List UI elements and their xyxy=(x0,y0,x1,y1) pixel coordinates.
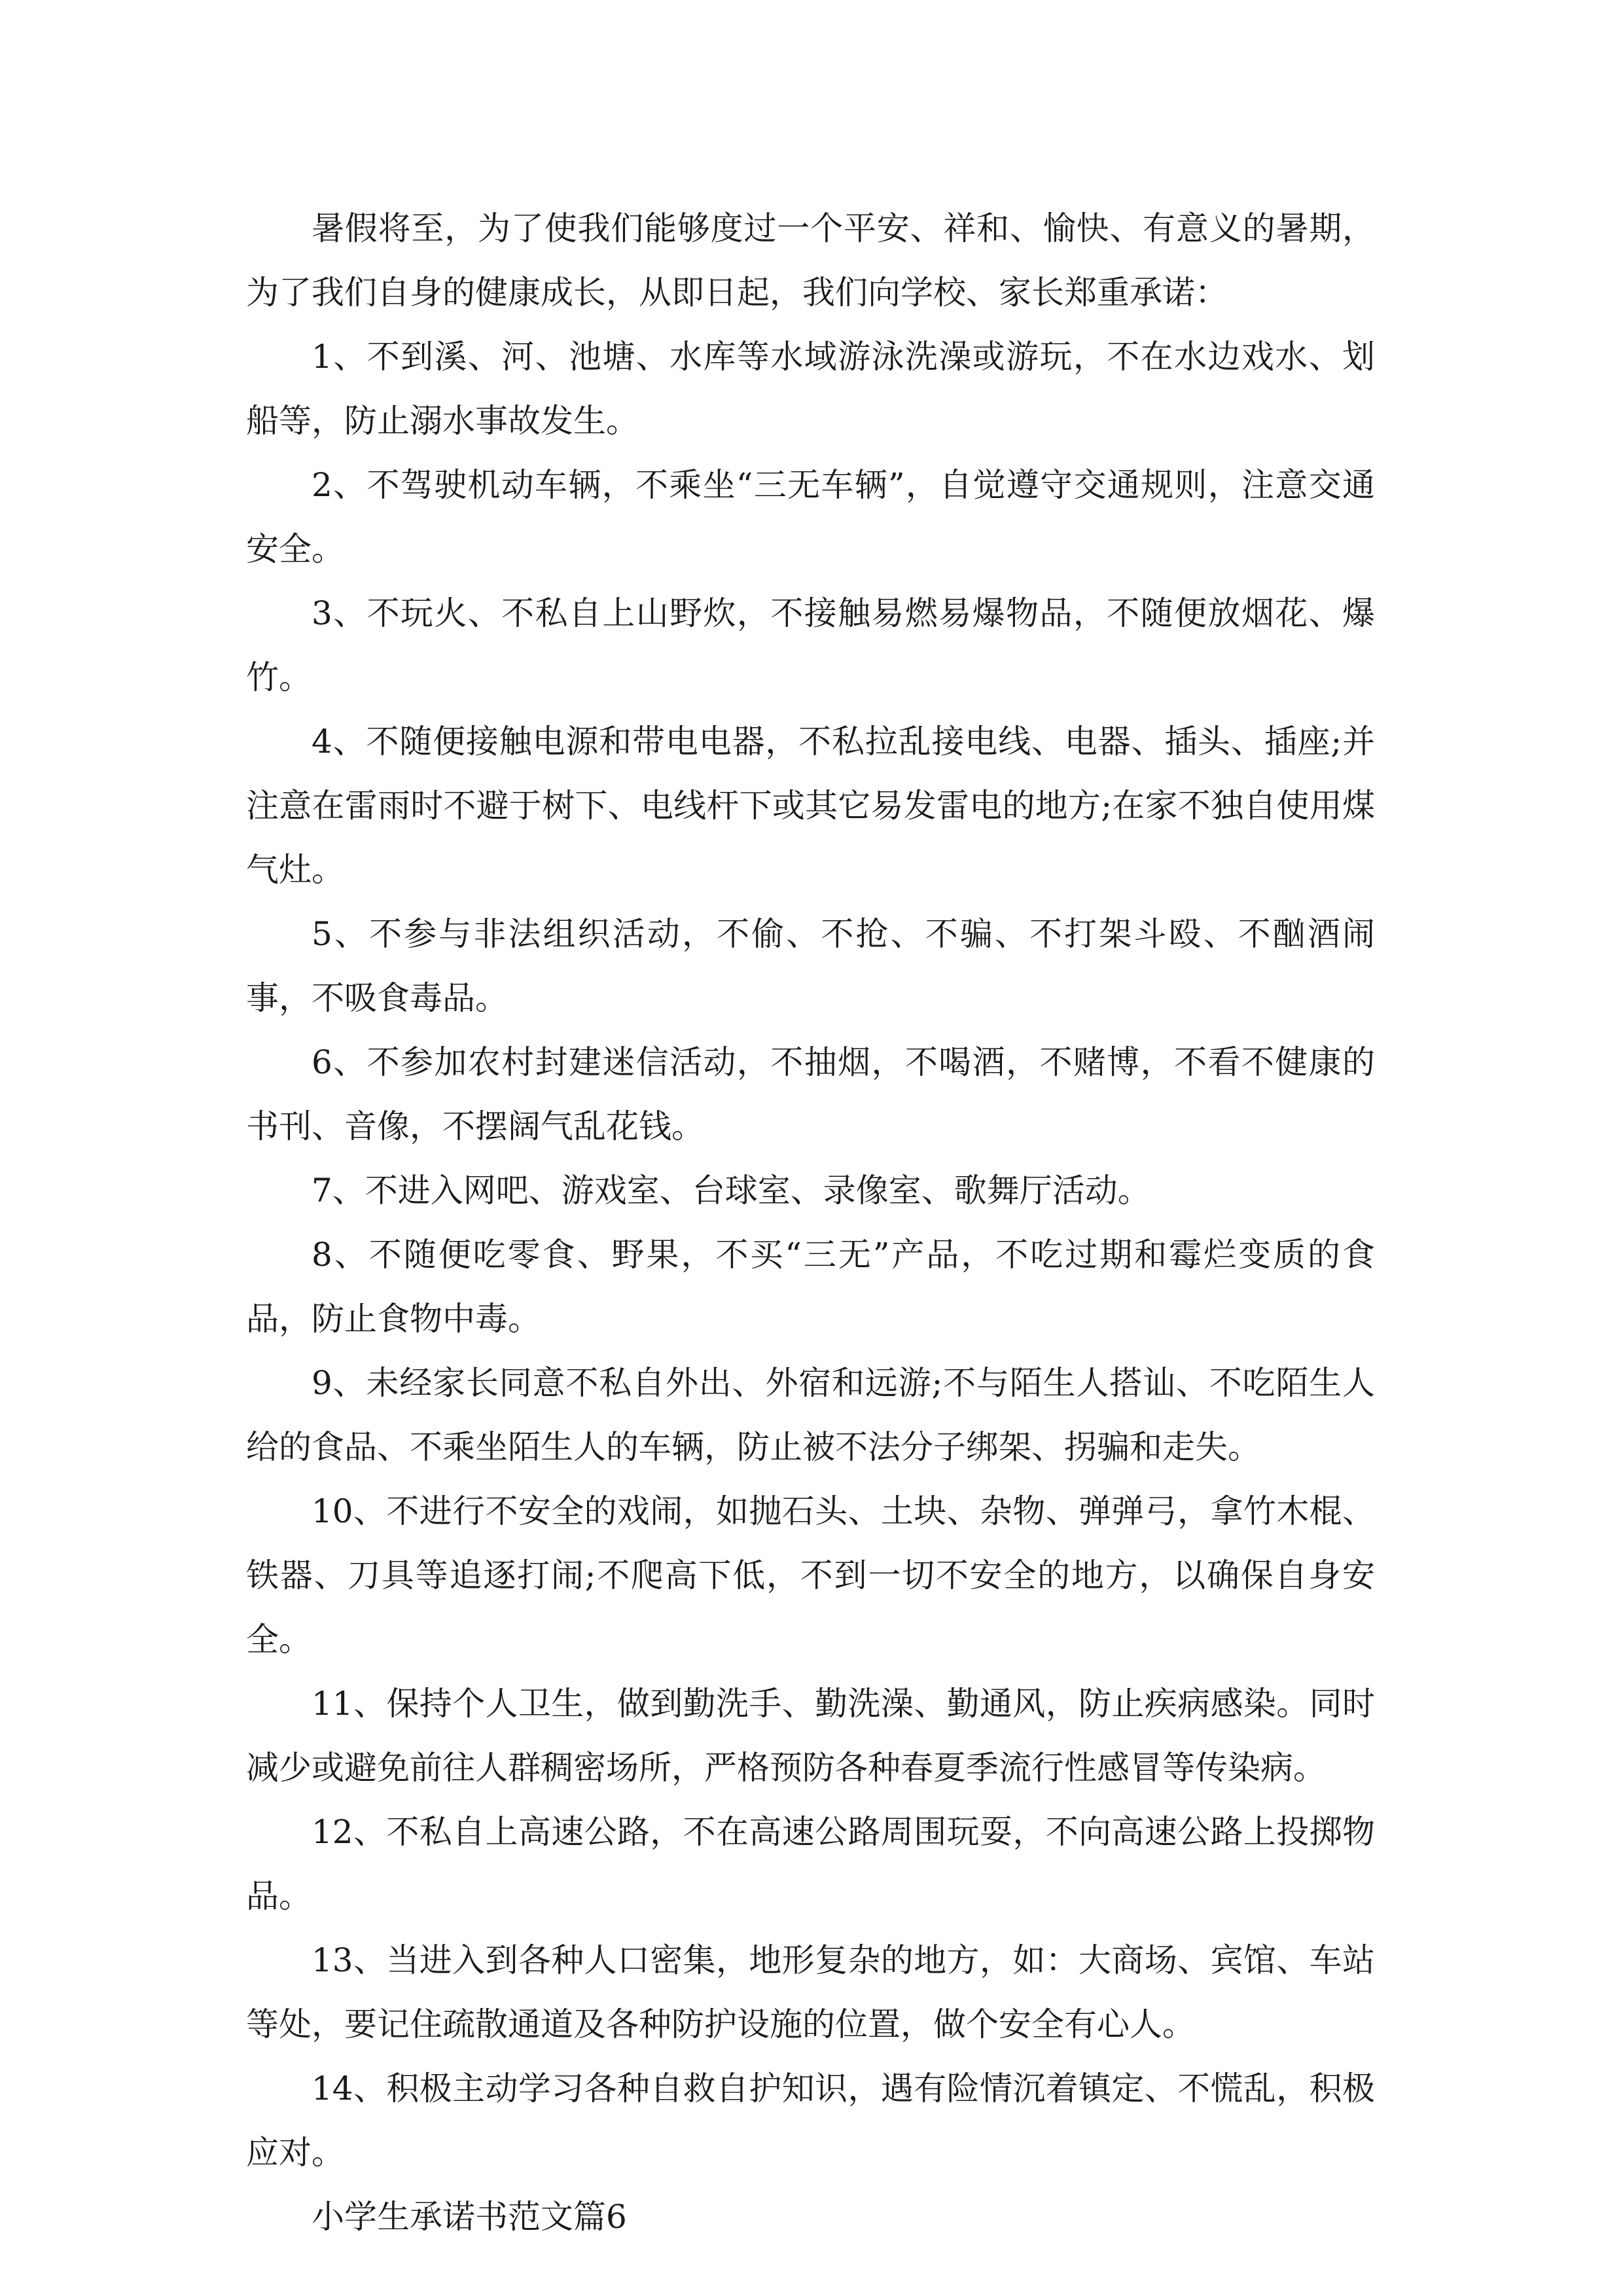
pledge-item-3: 3、不玩火、不私自上山野炊，不接触易燃易爆物品，不随便放烟花、爆竹。 xyxy=(246,594,1375,696)
pledge-item-13: 13、当进入到各种人口密集，地形复杂的地方，如：大商场、宾馆、车站等处，要记住疏散通道及各种防护设施的位置，做个安全有心人。 xyxy=(246,1941,1375,2043)
pledge-item-1: 1、不到溪、河、池塘、水库等水域游泳洗澡或游玩，不在水边戏水、划船等，防止溺水事故发生。 xyxy=(246,338,1375,440)
pledge-item-5: 5、不参与非法组织活动，不偷、不抢、不骗、不打架斗殴、不酗酒闹事，不吸食毒品。 xyxy=(246,915,1375,1017)
pledge-item-4: 4、不随便接触电源和带电电器，不私拉乱接电线、电器、插头、插座;并注意在雷雨时不避于树下、电线杆下或其它易发雷电的地方;在家不独自使用煤气灶。 xyxy=(246,723,1375,889)
pledge-item-12: 12、不私自上高速公路，不在高速公路周围玩耍，不向高速公路上投掷物品。 xyxy=(246,1813,1375,1915)
pledge-item-11: 11、保持个人卫生，做到勤洗手、勤洗澡、勤通风，防止疾病感染。同时减少或避免前往人群稠密场所，严格预防各种春夏季流行性感冒等传染病。 xyxy=(246,1685,1375,1787)
pledge-item-10: 10、不进行不安全的戏闹，如抛石头、土块、杂物、弹弹弓，拿竹木棍、铁器、刀具等追逐打闹;不爬高下低，不到一切不安全的地方，以确保自身安全。 xyxy=(246,1492,1375,1659)
pledge-item-6: 6、不参加农村封建迷信活动，不抽烟，不喝酒，不赌博，不看不健康的书刊、音像，不摆阔气乱花钱。 xyxy=(246,1043,1375,1145)
pledge-item-9: 9、未经家长同意不私自外出、外宿和远游;不与陌生人搭讪、不吃陌生人给的食品、不乘坐陌生人的车辆，防止被不法分子绑架、拐骗和走失。 xyxy=(246,1364,1375,1466)
pledge-item-8: 8、不随便吃零食、野果，不买“三无”产品，不吃过期和霉烂变质的食品，防止食物中毒。 xyxy=(246,1236,1375,1338)
pledge-item-14: 14、积极主动学习各种自救自护知识，遇有险情沉着镇定、不慌乱，积极应对。 xyxy=(246,2070,1375,2172)
pledge-item-2: 2、不驾驶机动车辆，不乘坐“三无车辆”，自觉遵守交通规则，注意交通安全。 xyxy=(246,466,1375,568)
intro-paragraph: 暑假将至，为了使我们能够度过一个平安、祥和、愉快、有意义的暑期，为了我们自身的健康成长，从即日起，我们向学校、家长郑重承诺： xyxy=(246,209,1375,312)
document-body xyxy=(246,196,1375,2249)
pledge-item-7: 7、不进入网吧、游戏室、台球室、录像室、歌舞厅活动。 xyxy=(312,1172,1150,1210)
section-heading: 小学生承诺书范文篇6 xyxy=(312,2198,627,2236)
